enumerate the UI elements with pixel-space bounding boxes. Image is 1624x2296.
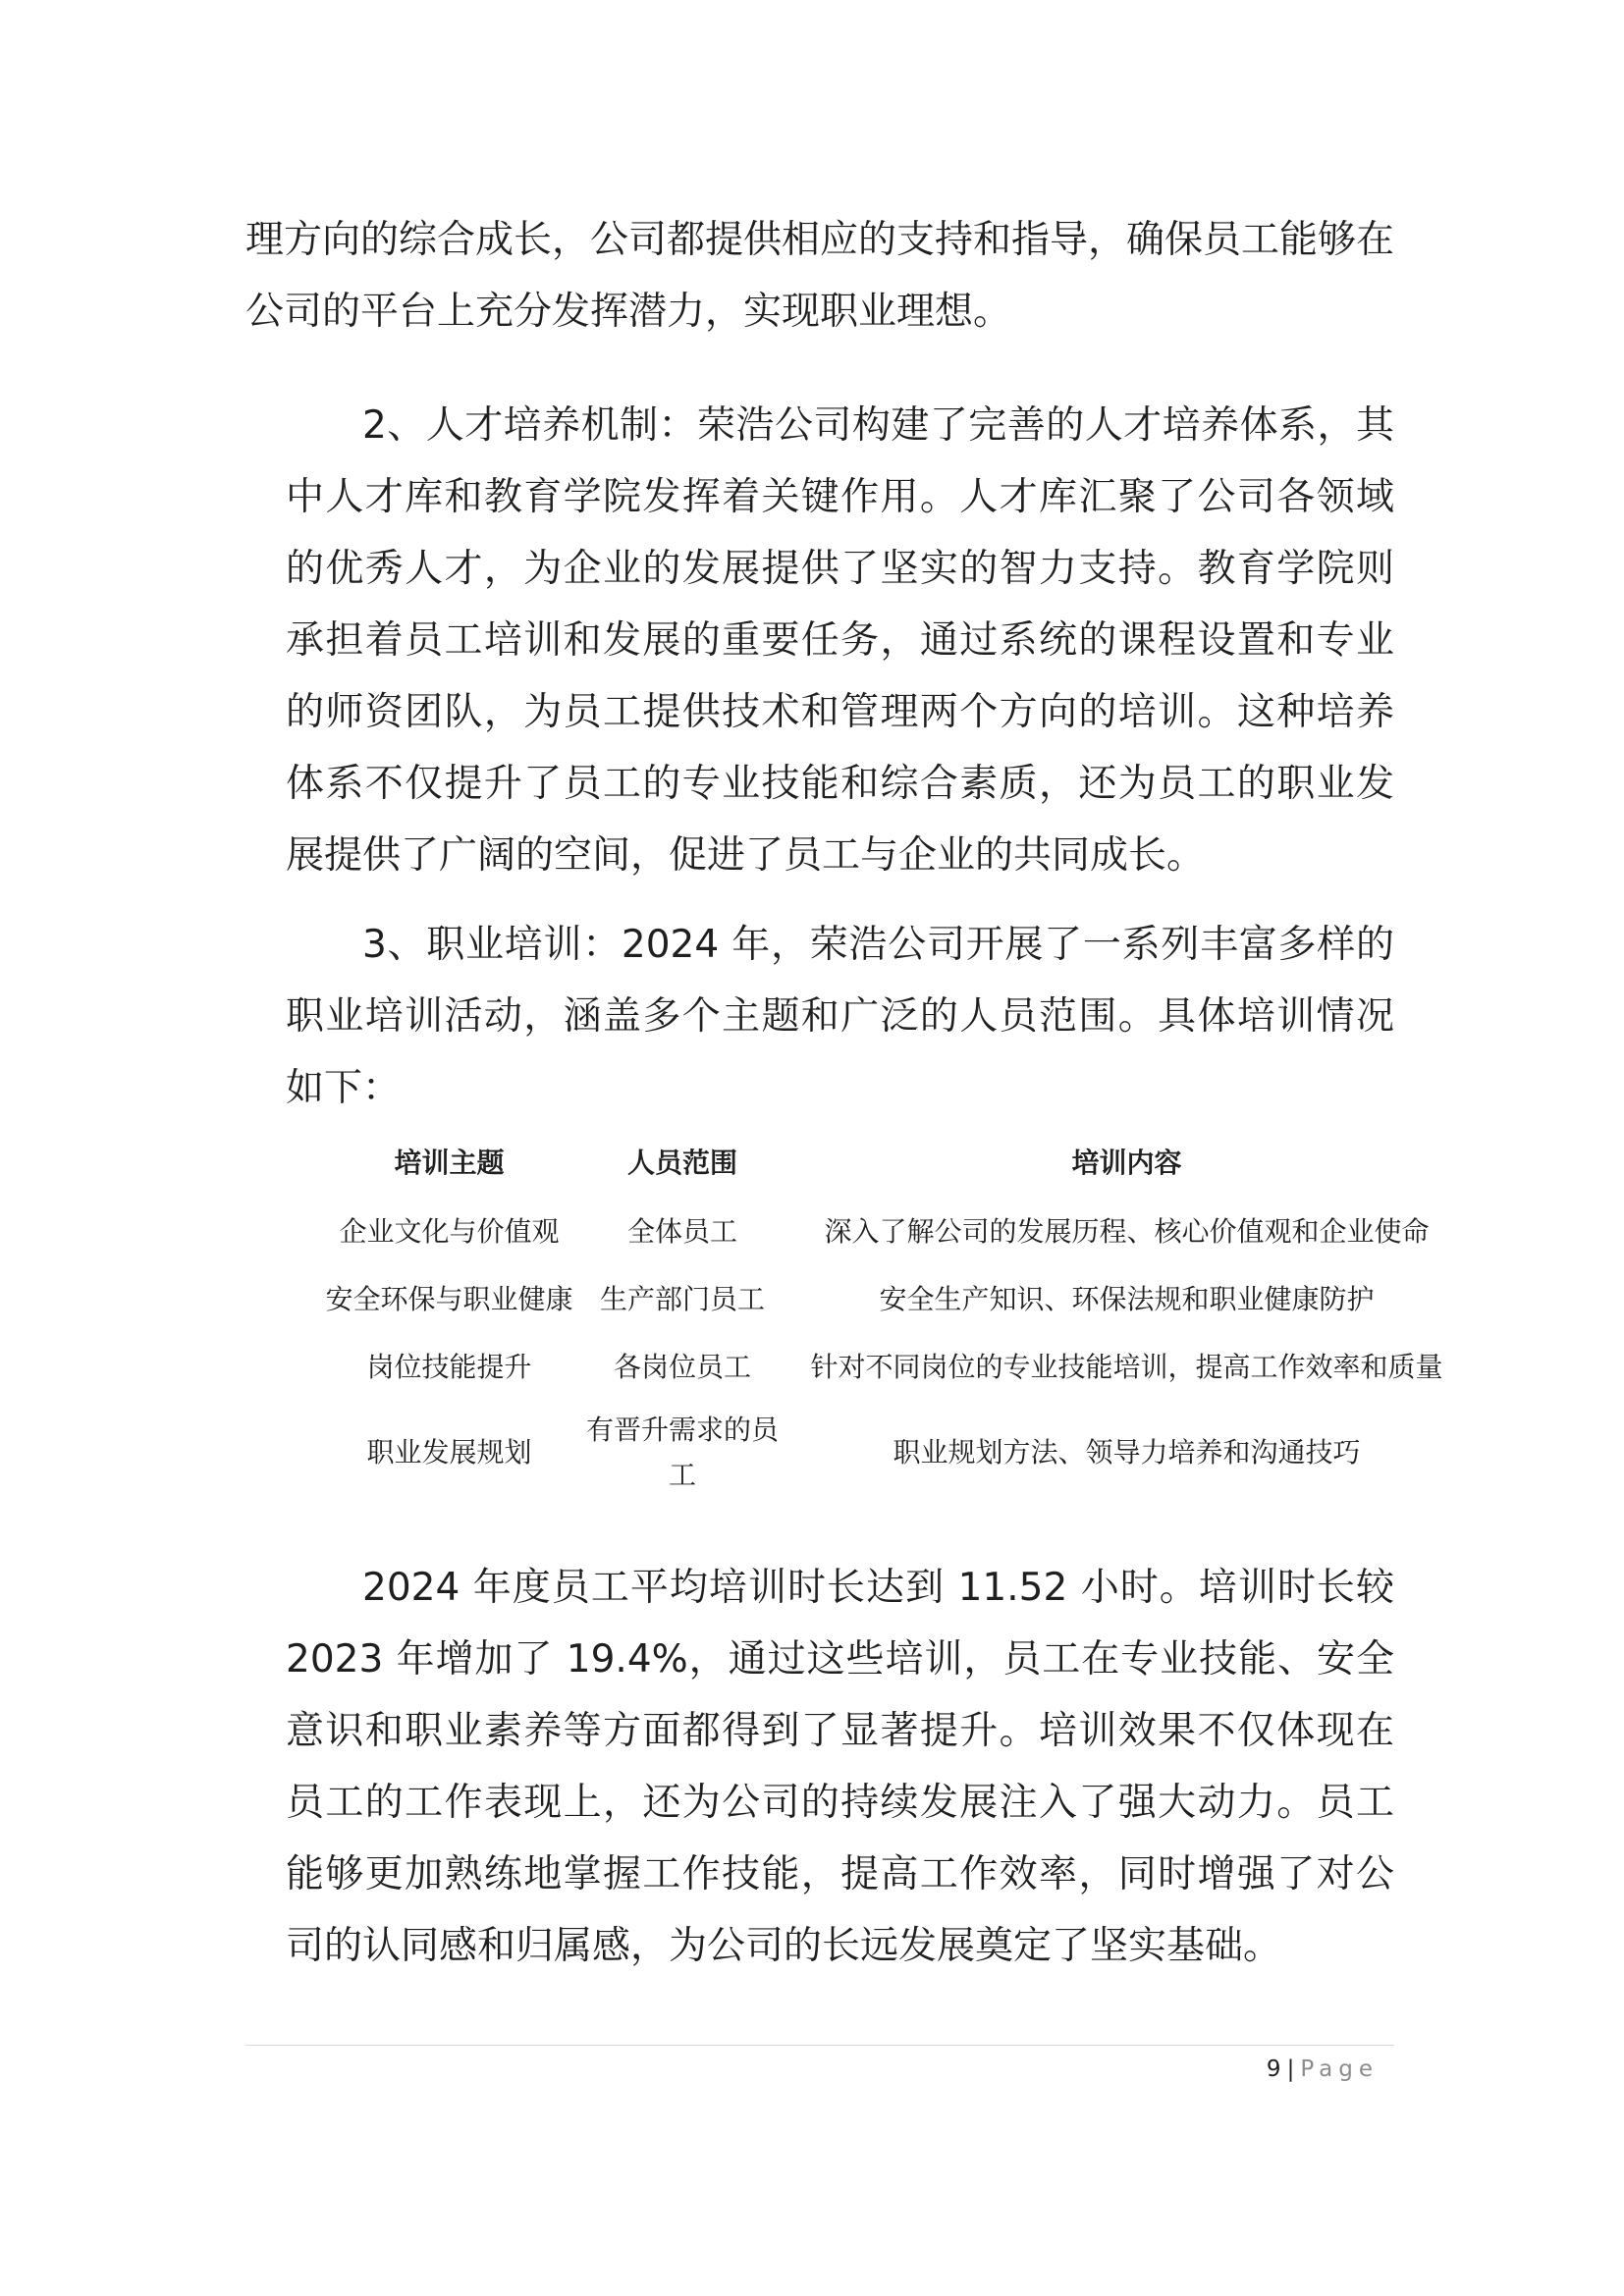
table-row (314, 1401, 1473, 1505)
header-topic: 培训主题 (394, 1147, 505, 1179)
footer-separator: | (1286, 2056, 1295, 2082)
cell-scope: 各岗位员工 (613, 1350, 751, 1383)
header-content: 培训内容 (1071, 1147, 1182, 1179)
table-row (314, 1265, 1473, 1333)
footer-divider (245, 2045, 1394, 2046)
cell-scope: 全体员工 (626, 1214, 737, 1248)
header-scope: 人员范围 (626, 1147, 737, 1179)
cell-scope: 生产部门员工 (599, 1282, 765, 1315)
cell-topic: 职业发展规划 (366, 1436, 532, 1468)
paragraph-intro-continued: 理方向的综合成长，公司都提供相应的支持和指导，确保员工能够在公司的平台上充分发挥潜力，实现职业理想。 (245, 218, 1395, 334)
table-header-row (314, 1129, 1473, 1198)
page-footer (1267, 2052, 1379, 2087)
cell-scope: 有晋升需求的员工 (585, 1414, 779, 1491)
table-row (314, 1198, 1473, 1265)
training-table (314, 1129, 1473, 1505)
cell-topic: 岗位技能提升 (366, 1350, 532, 1383)
cell-content: 安全生产知识、环保法规和职业健康防护 (879, 1282, 1375, 1315)
paragraph-training-summary: 2024 年度员工平均培训时长达到 11.52 小时。培训时长较 2023 年增加了 19.4%，通过这些培训，员工在专业技能、安全意识和职业素养等方面都得到了显著提升。培训效果不仅体现在员工的工作表现上，还为公司的持续发展注入了强大动力。员工能够更加熟练地掌握工作技能，提高工作效率，同时增强了对公司的认同感和归属感，为公司的长远发展奠定了坚实基础。 (286, 1566, 1394, 1968)
cell-content: 深入了解公司的发展历程、核心价值观和企业使命 (824, 1214, 1430, 1248)
paragraph-talent-development: 2、人才培养机制：荣浩公司构建了完善的人才培养体系，其中人才库和教育学院发挥着关键作用。人才库汇聚了公司各领域的优秀人才，为企业的发展提供了坚实的智力支持。教育学院则承担着员工培训和发展的重要任务，通过系统的课程设置和专业的师资团队，为员工提供技术和管理两个方向的培训。这种培养体系不仅提升了员工的专业技能和综合素质，还为员工的职业发展提供了广阔的空间，促进了员工与企业的共同成长。 (286, 403, 1394, 878)
cell-content: 职业规划方法、领导力培养和沟通技巧 (893, 1436, 1361, 1468)
paragraph-vocational-training: 3、职业培训：2024 年，荣浩公司开展了一系列丰富多样的职业培训活动，涵盖多个主题和广泛的人员范围。具体培训情况如下： (286, 923, 1394, 1110)
cell-topic: 企业文化与价值观 (339, 1214, 560, 1248)
page-label: Page (1300, 2056, 1379, 2082)
table-row (314, 1333, 1473, 1401)
cell-content: 针对不同岗位的专业技能培训，提高工作效率和质量 (810, 1350, 1443, 1383)
page-number: 9 (1266, 2056, 1281, 2082)
cell-topic: 安全环保与职业健康 (325, 1282, 573, 1315)
